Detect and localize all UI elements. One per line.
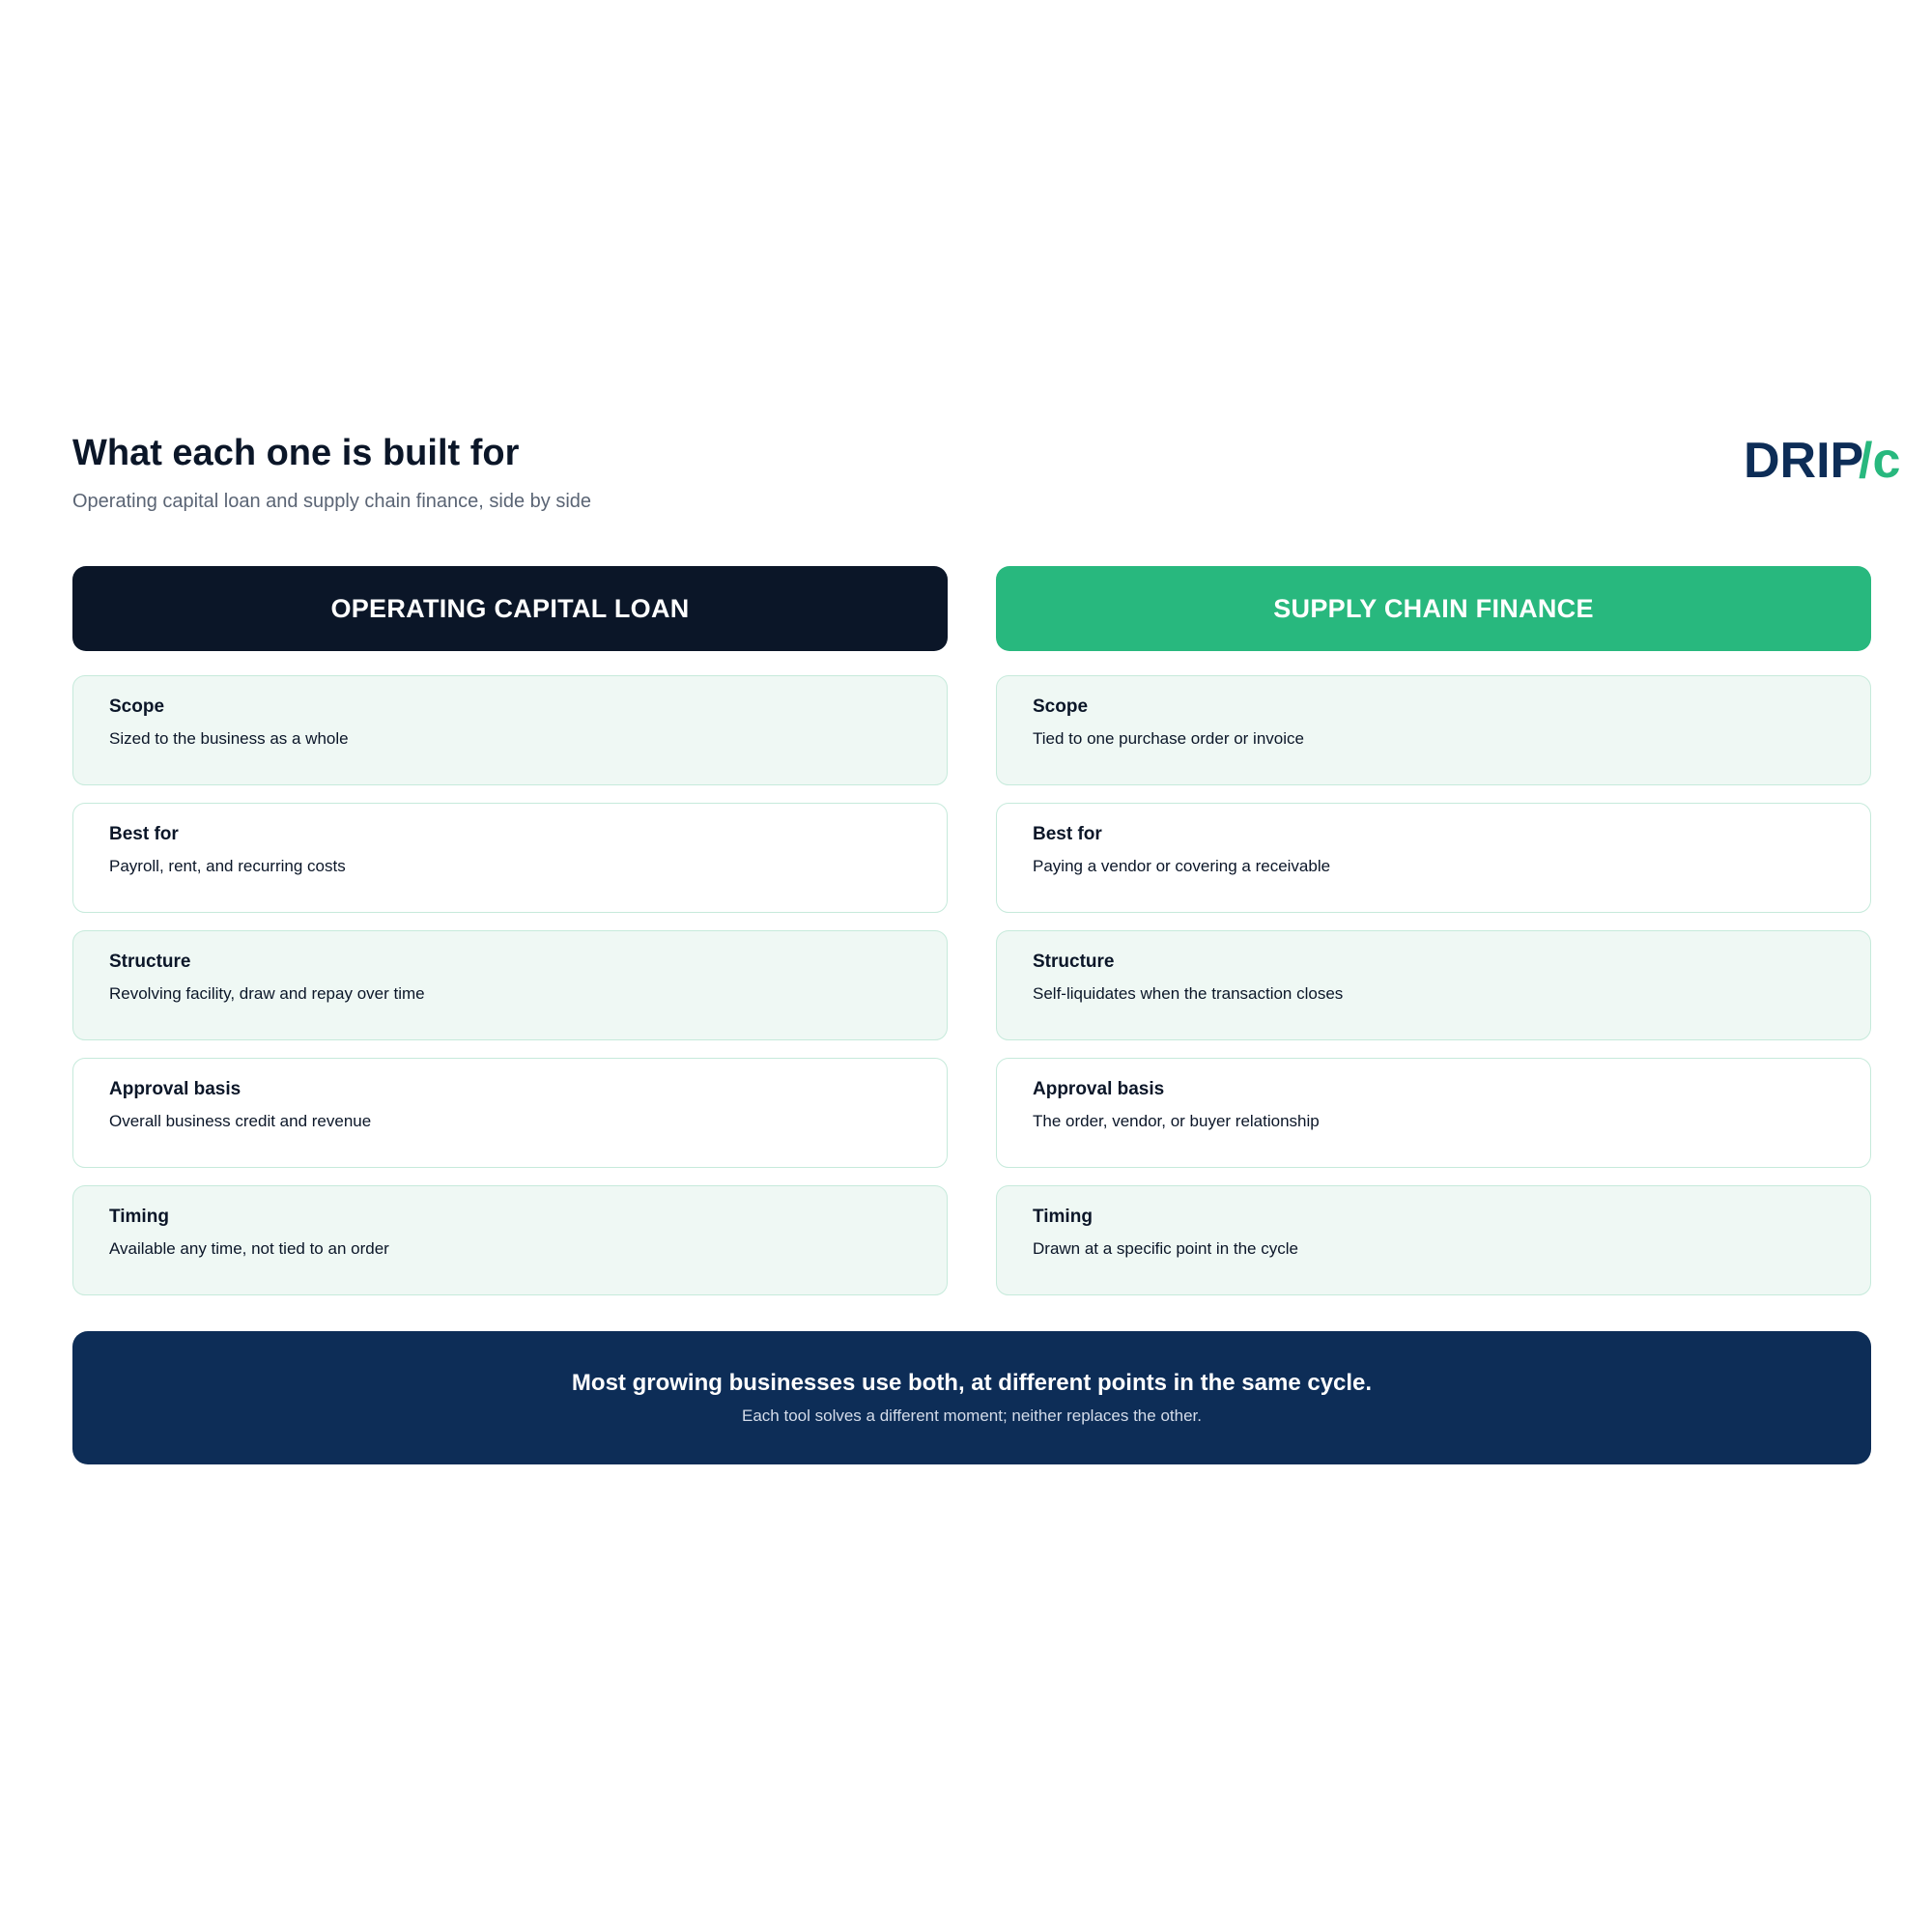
row-text: Payroll, rent, and recurring costs xyxy=(109,857,346,875)
row-text: Tied to one purchase order or invoice xyxy=(1033,729,1304,748)
row-text: Revolving facility, draw and repay over time xyxy=(109,984,425,1003)
page-header xyxy=(72,433,1908,520)
row-text: Self-liquidates when the transaction closes xyxy=(1033,984,1344,1003)
row-label: Best for xyxy=(109,824,179,844)
logo-wordmark: DRIP xyxy=(1744,433,1864,483)
row-structure xyxy=(996,930,1871,1040)
page-subtitle: Operating capital loan and supply chain finance, side by side xyxy=(72,491,592,512)
row-label: Structure xyxy=(1033,952,1115,972)
row-text: Paying a vendor or covering a receivable xyxy=(1033,857,1331,875)
row-best-for xyxy=(72,803,948,913)
row-text: Drawn at a specific point in the cycle xyxy=(1033,1239,1298,1258)
row-scope xyxy=(72,675,948,785)
column-rows xyxy=(72,675,948,1295)
summary-subtext: Each tool solves a different moment; neither replaces the other. xyxy=(742,1406,1202,1425)
summary-banner xyxy=(72,1331,1871,1464)
row-text: Sized to the business as a whole xyxy=(109,729,349,748)
logo-slash-mark: /c xyxy=(1859,433,1901,483)
row-label: Timing xyxy=(109,1207,169,1227)
row-label: Approval basis xyxy=(1033,1079,1165,1099)
row-timing xyxy=(996,1185,1871,1295)
row-approval-basis xyxy=(996,1058,1871,1168)
column-rows xyxy=(996,675,1871,1295)
row-label: Timing xyxy=(1033,1207,1093,1227)
row-label: Best for xyxy=(1033,824,1102,844)
row-text: Overall business credit and revenue xyxy=(109,1112,372,1130)
column-operating-capital-loan xyxy=(72,566,948,1313)
row-best-for xyxy=(996,803,1871,913)
row-scope xyxy=(996,675,1871,785)
row-label: Scope xyxy=(109,696,165,717)
row-timing xyxy=(72,1185,948,1295)
summary-headline: Most growing businesses use both, at different points in the same cycle. xyxy=(571,1370,1373,1396)
column-header-operating-capital-loan: OPERATING CAPITAL LOAN xyxy=(72,566,948,651)
row-label: Approval basis xyxy=(109,1079,242,1099)
row-label: Scope xyxy=(1033,696,1089,717)
row-approval-basis xyxy=(72,1058,948,1168)
drip-logo-graphic xyxy=(1744,433,1908,483)
column-header-supply-chain-finance: SUPPLY CHAIN FINANCE xyxy=(996,566,1871,651)
drip-logo xyxy=(1744,433,1908,483)
column-supply-chain-finance xyxy=(996,566,1871,1313)
row-label: Structure xyxy=(109,952,191,972)
row-structure xyxy=(72,930,948,1040)
row-text: The order, vendor, or buyer relationship xyxy=(1033,1112,1320,1130)
page-title: What each one is built for xyxy=(72,433,520,473)
row-text: Available any time, not tied to an order xyxy=(109,1239,389,1258)
